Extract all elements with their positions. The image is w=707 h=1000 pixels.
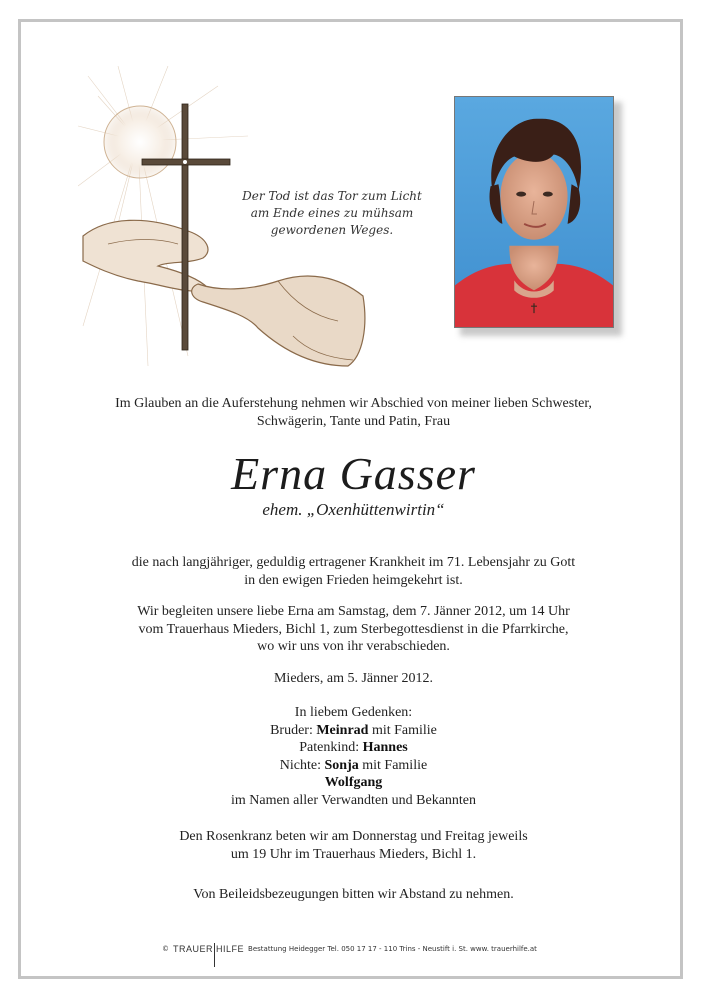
mourners-heading: In liebem Gedenken: [294,705,413,720]
light-rays [78,66,248,366]
mourners-closing: im Namen aller Verwandten und Bekannten [230,792,477,808]
death-notice-line: die nach langjähriger, geduldig ertragener Krankheit im 71. Lebensjahr zu Gott [131,555,576,570]
extra-name: Wolfgang [324,775,383,790]
left-hand [83,220,208,291]
logo-divider [214,943,215,967]
intro-line: Schwägerin, Tante und Patin, Frau [256,413,451,429]
funeral-details [40,603,667,656]
quote-line: am Ende eines zu mühsam [250,206,414,220]
copyright-symbol: © [162,945,169,953]
brother-suffix: mit Familie [371,722,437,738]
memorial-quote [232,188,432,239]
place-date: Mieders, am 5. Jänner 2012. [273,671,434,686]
footer [162,937,582,961]
niece-name: Sonja [324,757,359,773]
logo-right: HILFE [216,944,245,954]
rosary-line: Den Rosenkranz beten wir am Donnerstag und Freitag jeweils [179,829,528,844]
mourner-extra [40,774,667,792]
death-notice [40,554,667,589]
rosary-line: um 19 Uhr im Trauerhaus Mieders, Bichl 1. [230,846,477,862]
trauerhilfe-logo [173,937,244,961]
funeral-line: wo wir uns von ihr verabschieden. [257,639,450,654]
right-hand [192,276,365,366]
mourners-list [40,704,667,809]
niece-suffix: mit Familie [362,757,428,773]
godchild-role: Patenkind: [299,740,360,755]
funeral-line: Wir begleiten unsere liebe Erna am Samstag, dem 7. Jänner 2012, um 14 Uhr [137,604,570,619]
intro-line: Im Glauben an die Auferstehung nehmen wir Abschied von meiner lieben Schwester, [115,396,592,411]
footer-text: Bestattung Heidegger Tel. 050 17 17 - 110 Trins - Neustift i. St. www. trauerhilfe.at [248,945,537,953]
rosary-info [40,828,667,863]
deceased-name: Erna Gasser [231,448,476,499]
condolences-note: Von Beileidsbezeugungen bitten wir Abstand zu nehmen. [193,887,514,902]
deceased-nickname: ehem. „Oxenhüttenwirtin“ [262,500,445,519]
mourner-godchild [40,739,667,757]
quote-line: Der Tod ist das Tor zum Licht [242,189,422,203]
godchild-name: Hannes [362,740,408,755]
mourner-niece [40,757,667,775]
portrait-photo [454,96,614,328]
mourner-brother [40,722,667,740]
logo-left: TRAUER [173,944,214,954]
funeral-line: vom Trauerhaus Mieders, Bichl 1, zum Sterbegottesdienst in die Pfarrkirche, [138,621,569,637]
niece-role: Nichte: [279,757,322,773]
death-notice-line: in den ewigen Frieden heimgekehrt ist. [244,572,463,588]
brother-role: Bruder: [270,722,313,738]
quote-line: gewordenen Weges. [270,223,394,237]
brother-name: Meinrad [316,722,369,738]
intro-text [40,395,667,430]
light-orb [104,106,176,178]
